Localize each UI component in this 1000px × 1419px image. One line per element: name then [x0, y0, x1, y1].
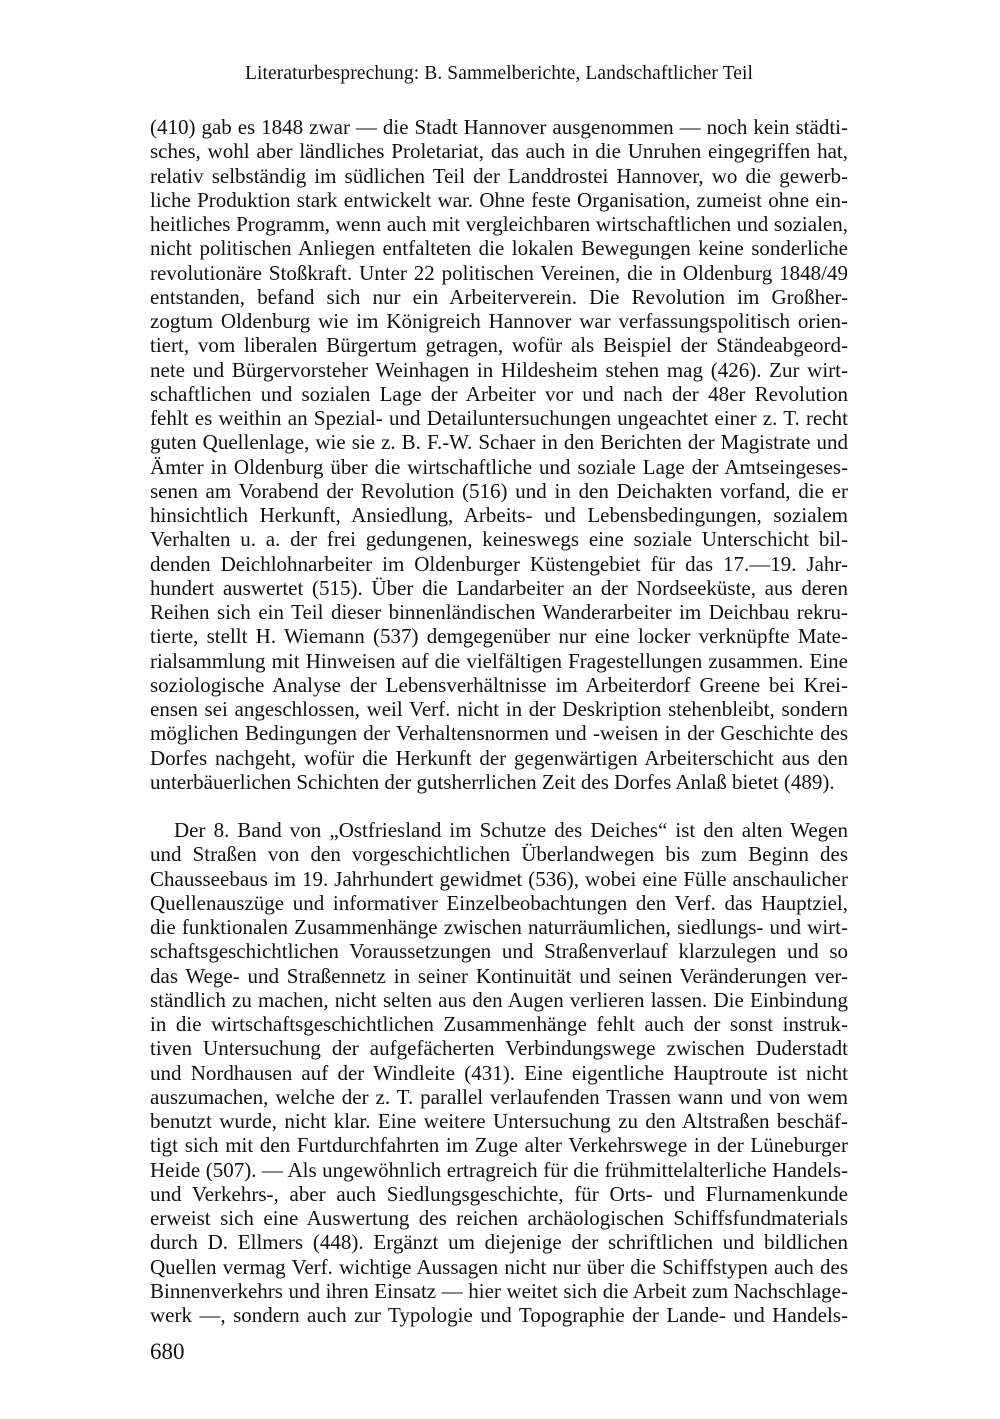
text-line: hinsichtlich Herkunft, Ansiedlung, Arbeits- und Lebensbedingungen, sozialem [150, 503, 848, 527]
text-line: die funktionalen Zusammenhänge zwischen naturräumlichen, siedlungs- und wirt- [150, 915, 848, 939]
text-line: und Nordhausen auf der Windleite (431). Eine eigentliche Hauptroute ist nicht [150, 1060, 848, 1085]
body-text [150, 115, 848, 1327]
text-line: unterbäuerlichen Schichten der gutsherrlichen Zeit des Dorfes Anlaß bietet (489). [150, 769, 835, 794]
text-line: ensen sei angeschlossen, weil Verf. nicht in der Deskription stehenbleibt, sondern [150, 697, 848, 721]
text-line: werk —, sondern auch zur Typologie und Topographie der Lande- und Handels- [150, 1303, 848, 1327]
text-line: in die wirtschaftsgeschichtlichen Zusammenhänge fehlt auch der sonst instruk- [150, 1012, 848, 1036]
text-line: tigt sich mit den Furtdurchfahrten im Zuge alter Verkehrswege in der Lüneburger [150, 1133, 848, 1158]
paragraph-1 [150, 115, 848, 794]
text-line: und Straßen von den vorgeschichtlichen Überlandwegen bis zum Beginn des [150, 842, 848, 867]
text-line: tiert, vom liberalen Bürgertum getragen, wofür als Beispiel der Ständeabgeord- [150, 333, 848, 358]
text-line: möglichen Bedingungen der Verhaltensnormen und -weisen in der Geschichte des [150, 721, 848, 746]
text-line: Quellenauszüge und informativer Einzelbeobachtungen den Verf. das Hauptziel, [150, 890, 848, 915]
text-line: hundert auswertet (515). Über die Landarbeiter an der Nordseeküste, aus deren [150, 575, 848, 600]
text-line: tierte, stellt H. Wiemann (537) demgegenüber nur eine locker verknüpfte Mate- [150, 624, 848, 649]
text-line: denden Deichlohnarbeiter im Oldenburger Küstengebiet für das 17.—19. Jahr- [150, 551, 848, 576]
page-number: 680 [150, 1339, 185, 1364]
text-line: das Wege- und Straßennetz in seiner Kontinuität und seinen Veränderungen ver- [150, 963, 848, 988]
text-line: Dorfes nachgeht, wofür die Herkunft der gegenwärtigen Arbeiterschicht aus den [150, 745, 848, 770]
text-line: erweist sich eine Auswertung des reichen archäologischen Schiffsfundmaterials [150, 1206, 848, 1230]
text-line: guten Quellenlage, wie sie z. B. F.-W. Schaer in den Berichten der Magistrate und [150, 430, 848, 455]
text-line: Quellen vermag Verf. wichtige Aussagen nicht nur über die Schiffstypen auch des [150, 1254, 848, 1279]
text-line: nicht politischen Anliegen entfalteten die lokalen Bewegungen keine sonderliche [150, 236, 848, 261]
text-line: Reihen sich ein Teil dieser binnenländischen Wanderarbeiter im Deichbau rekru- [150, 600, 848, 624]
text-line: schaftsgeschichtlichen Voraussetzungen und Straßenverlauf klarzulegen und so [150, 939, 848, 964]
text-line: nete und Bürgervorsteher Weinhagen in Hildesheim stehen mag (426). Zur wirt- [150, 357, 848, 382]
text-line: senen am Vorabend der Revolution (516) und in den Deichakten vorfand, die er [150, 478, 848, 503]
text-line: Der 8. Band von „Ostfriesland im Schutze des Deiches“ ist den alten Wegen [174, 818, 848, 842]
text-line: Ämter in Oldenburg über die wirtschaftliche und soziale Lage der Amtseingeses- [150, 454, 848, 479]
paragraph-2 [150, 818, 848, 1327]
running-head: Literaturbesprechung: B. Sammelberichte, Landschaftlicher Teil [244, 63, 754, 84]
text-line: liche Produktion stark entwickelt war. Ohne feste Organisation, zumeist ohne ein- [150, 187, 848, 212]
text-line: tiven Untersuchung der aufgefächerten Verbindungswege zwischen Duderstadt [150, 1036, 848, 1061]
text-line: Verhalten u. a. der frei gedungenen, keineswegs eine soziale Unterschicht bil- [150, 527, 848, 552]
text-line: fehlt es weithin an Spezial- und Detailuntersuchungen ungeachtet einer z. T. recht [150, 406, 848, 430]
text-line: entstanden, befand sich nur ein Arbeiterverein. Die Revolution im Großher- [150, 284, 848, 309]
text-line: auszumachen, welche der z. T. parallel verlaufenden Trassen wann und von wem [150, 1084, 848, 1109]
text-line: Binnenverkehrs und ihren Einsatz — hier weitet sich die Arbeit zum Nachschlage- [150, 1278, 848, 1303]
text-line: schaftlichen und sozialen Lage der Arbeiter vor und nach der 48er Revolution [150, 381, 848, 406]
text-line: ständlich zu machen, nicht selten aus den Augen verlieren lassen. Die Einbindung [150, 987, 848, 1012]
text-line: und Verkehrs-, aber auch Siedlungsgeschichte, für Orts- und Flurnamenkunde [150, 1181, 848, 1206]
text-line: benutzt wurde, nicht klar. Eine weitere Untersuchung zu den Altstraßen beschäf- [150, 1109, 848, 1133]
text-line: revolutionäre Stoßkraft. Unter 22 politischen Vereinen, die in Oldenburg 1848/49 [150, 260, 848, 285]
text-line: durch D. Ellmers (448). Ergänzt um diejenige der schriftlichen und bildlichen [150, 1230, 848, 1255]
text-line: zogtum Oldenburg wie im Königreich Hannover war verfassungspolitisch orien- [150, 309, 848, 333]
text-line: Chausseebaus im 19. Jahrhundert gewidmet (536), wobei eine Fülle anschaulicher [150, 866, 848, 891]
text-line: soziologische Analyse der Lebensverhältnisse im Arbeiterdorf Greene bei Krei- [150, 672, 848, 697]
text-line: relativ selbständig im südlichen Teil der Landdrostei Hannover, wo die gewerb- [150, 163, 848, 188]
text-line: (410) gab es 1848 zwar — die Stadt Hannover ausgenommen — noch kein städti- [150, 115, 848, 139]
text-line: sches, wohl aber ländliches Proletariat, das auch in die Unruhen eingegriffen hat, [150, 139, 848, 164]
text-line: rialsammlung mit Hinweisen auf die vielfältigen Fragestellungen zusammen. Eine [150, 648, 848, 673]
text-line: Heide (507). — Als ungewöhnlich ertragreich für die frühmittelalterliche Handels- [150, 1157, 848, 1182]
text-line: heitliches Programm, wenn auch mit vergleichbaren wirtschaftlichen und sozialen, [150, 212, 848, 236]
